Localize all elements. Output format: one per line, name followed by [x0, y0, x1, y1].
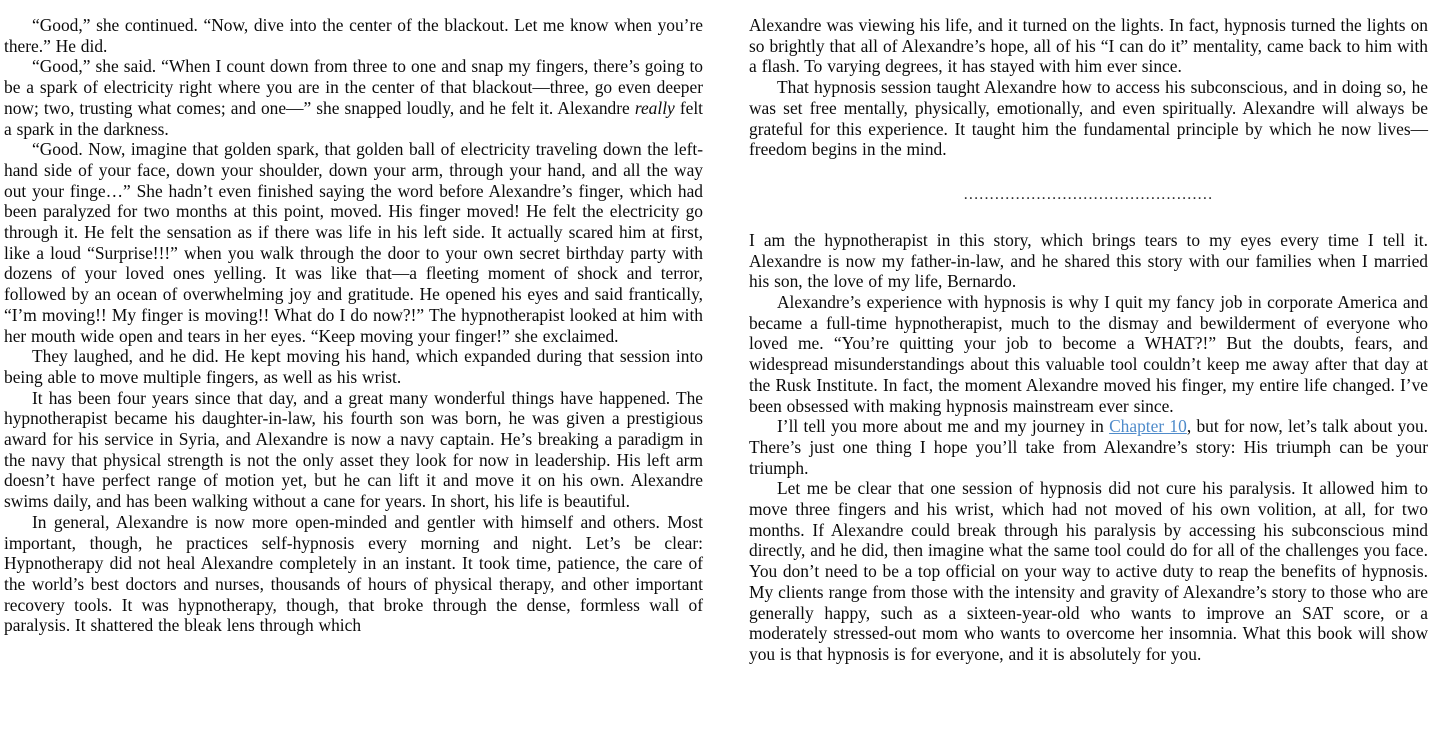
text-run: felt a spark in the darkness.	[4, 97, 703, 139]
chapter-10-link[interactable]: Chapter 10	[1109, 416, 1187, 437]
paragraph: I am the hypnotherapist in this story, which brings tears to my eyes every time I tell it. Alexandre is now my father-in-law, and he shared this story with our families when I married his son, the love of my life, Bernardo.	[749, 229, 1428, 292]
paragraph: In general, Alexandre is now more open-minded and gentler with himself and others. Most important, though, he practices self-hypnosis every morning and night. Let’s be clear: Hypnotherapy did not heal Alexandre completely in an instant. It took time, patience, the care of the world’s best doctors and nurses, thousands of hours of physical therapy, and other important recovery tools. It was hypnotherapy, though, that broke through the dense, formless wall of paralysis. It shattered the bleak lens through which	[4, 511, 703, 636]
separator-dots: ................................................	[963, 185, 1214, 203]
paragraph: That hypnosis session taught Alexandre how to access his subconscious, and in doing so, he was set free mentally, physically, emotionally, and even spiritually. Alexandre will always be grateful for this experience. It taught him the fundamental principle by which he now lives—freedom begins in the mind.	[749, 77, 1428, 160]
section-separator	[749, 160, 1428, 230]
paragraph: It has been four years since that day, and a great many wonderful things have happened. The hypnotherapist became his daughter-in-law, his fourth son was born, he was given a prestigious award for his service in Syria, and Alexandre is now a navy captain. He’s breaking a paradigm in the navy that physical strength is not the only asset they look for now in leadership. His left arm doesn’t have perfect range of motion yet, but he can lift it and move it on his own. Alexandre swims daily, and has been walking without a cane for years. In short, his life is beautiful.	[4, 387, 703, 512]
text-run: “Good,” she said. “When I count down from three to one and snap my fingers, there’s going to be a spark of electricity right where you are in the center of that blackout—three, go even deeper now; two, trusting what comes; and one—” she snapped loudly, and he felt it. Alexandre	[4, 56, 703, 118]
text-run: , but for now, let’s talk about you. There’s just one thing I hope you’ll take from Alexandre’s story: His triumph can be your triumph.	[749, 416, 1429, 478]
right-page	[749, 15, 1428, 736]
paragraph: Let me be clear that one session of hypnosis did not cure his paralysis. It allowed him to move three fingers and his wrist, which had not moved of his own volition, at all, for two months. If Alexandre could break through his paralysis by accessing his subconscious mind directly, and he did, then imagine what the same tool could do for all of the challenges you face. You don’t need to be a top official on your way to active duty to reap the benefits of hypnosis. My clients range from those with the intensity and gravity of Alexandre’s story to those who are generally happy, such as a sixteen-year-old who wants to improve an SAT score, or a moderately stressed-out mom who wants to overcome her insomnia. What this book will show you is that hypnosis is for everyone, and it is absolutely for you.	[749, 478, 1428, 664]
paragraph: Alexandre’s experience with hypnosis is why I quit my fancy job in corporate America and became a full-time hypnotherapist, much to the dismay and bewilderment of everyone who loved me. “You’re quitting your job to become a WHAT?!” But the doubts, fears, and widespread misunderstandings about this valuable tool couldn’t keep me away after that day at the Rusk Institute. In fact, the moment Alexandre moved his finger, my entire life changed. I’ve been obsessed with making hypnosis mainstream ever since.	[749, 292, 1428, 416]
paragraph	[4, 56, 703, 139]
paragraph: “Good. Now, imagine that golden spark, that golden ball of electricity traveling down the left-hand side of your face, down your shoulder, down your arm, through your hand, and all the way out your finge…” She hadn’t even finished saying the word before Alexandre’s finger, which had been paralyzed for two months at this point, moved. His finger moved! He felt the electricity go through it. He felt the sensation as if there was life in his left side. It actually scared him at first, like a loud “Surprise!!!” when you walk through the door to your own secret birthday party with dozens of your loved ones yelling. It was like that—a fleeting moment of shock and terror, followed by an ocean of overwhelming joy and gratitude. He opened his eyes and said frantically, “I’m moving!! My finger is moving!! What do I do now?!” The hypnotherapist looked at him with her mouth wide open and tears in her eyes. “Keep moving your finger!” she exclaimed.	[4, 139, 703, 346]
text-run: I’ll tell you more about me and my journey in	[777, 416, 1110, 437]
emphasis-text: really	[634, 97, 675, 118]
left-page	[4, 15, 703, 736]
paragraph: They laughed, and he did. He kept moving his hand, which expanded during that session into being able to move multiple fingers, as well as his wrist.	[4, 346, 703, 387]
paragraph: Alexandre was viewing his life, and it turned on the lights. In fact, hypnosis turned the lights on so brightly that all of Alexandre’s hope, all of his “I can do it” mentality, came back to him with a flash. To varying degrees, it has stayed with him ever since.	[749, 15, 1428, 77]
paragraph	[749, 416, 1428, 478]
paragraph: “Good,” she continued. “Now, dive into the center of the blackout. Let me know when you’re there.” He did.	[4, 15, 703, 56]
